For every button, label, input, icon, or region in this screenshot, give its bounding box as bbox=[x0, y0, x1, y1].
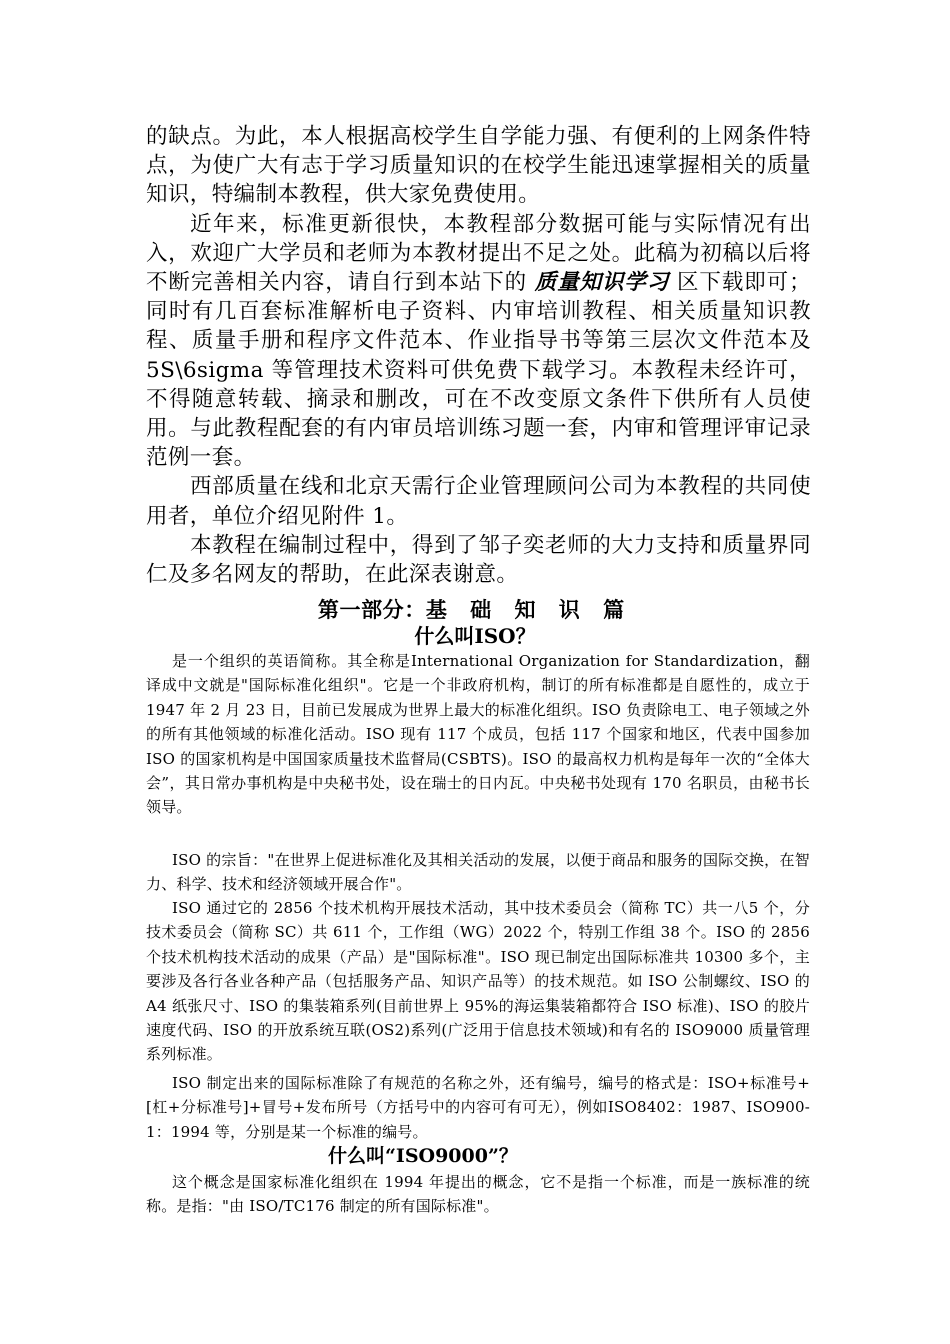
section-heading-iso: 什么叫ISO？ bbox=[414, 624, 536, 648]
preface-paragraph-1: 的缺点。为此，本人根据高校学生自学能力强、有便利的上网条件特点，为使广大有志于学习质量知识的在校学生能迅速掌握相关的质量知识，特编制本教程，供大家免费使用。 bbox=[146, 124, 811, 208]
part-heading-name: 基 础 知 识 篇 bbox=[425, 597, 633, 622]
iso-paragraph-3: ISO 通过它的 2856 个技术机构开展技术活动，其中技术委员会（简称 TC）共一八5 个，分技术委员会（简称 SC）共 611 个，工作组（WG）2022 个，特别工作组 38 个。ISO 的 2856 个技术机构技术活动的成果（产品）是"国际标准"。ISO 现已制定出国际标准共 10300 多个，主要涉及各行各业各种产品（包括服务产品、知识产品等）的技术规范。如 ISO 公制螺纹、ISO 的 A4 纸张尺寸、ISO 的集装箱系列(目前世界上 95%的海运集装箱都符合 ISO 标准)、ISO 的胶片速度代码、ISO 的开放系统互联(OS2)系列(广泛用于信息技术领域)和有名的 ISO9000 质量管理系列标准。 bbox=[146, 899, 810, 1064]
preface-paragraph-2-text-before: 近年来，标准更新很快，本教程部分数据可能与实际情况有出入，欢迎广大学员和老师为本教材提出不足之处。此稿为初稿以后将不断完善相关内容，请自行到本站下的 bbox=[146, 211, 811, 296]
preface-section bbox=[146, 122, 811, 589]
iso-paragraph-1-block bbox=[146, 649, 810, 820]
preface-paragraph-4: 本教程在编制过程中，得到了邹子奕老师的大力支持和质量界同仁及多名网友的帮助，在此深表谢意。 bbox=[146, 532, 811, 588]
iso-paragraph-2: ISO 的宗旨："在世界上促进标准化及其相关活动的发展，以便于商品和服务的国际交换，在智力、科学、技术和经济领域开展合作"。 bbox=[146, 851, 810, 894]
iso-paragraph-2-block bbox=[146, 848, 810, 897]
iso9000-paragraph-1: 这个概念是国家标准化组织在 1994 年提出的概念，它不是指一个标准，而是一族标准的统称。是指："由 ISO/TC176 制定的所有国际标准"。 bbox=[146, 1173, 810, 1216]
site-section-name: 质量知识学习 bbox=[534, 270, 670, 296]
part-heading bbox=[0, 596, 950, 624]
iso-paragraph-4: ISO 制定出来的国际标准除了有规范的名称之外，还有编号，编号的格式是：ISO+标准号+[杠+分标准号]+冒号+发布所号（方括号中的内容可有可无），例如ISO8402：1987、ISO900-1：1994 等，分别是某一个标准的编号。 bbox=[146, 1074, 810, 1141]
section-heading-iso9000: 什么叫“ISO9000”？ bbox=[328, 1145, 518, 1167]
iso-paragraph-1: 是一个组织的英语简称。其全称是International Organization for Standardization，翻译成中文就是"国际标准化组织"。它是一个非政府机构，制订的所有标准都是自愿性的，成立于 1947 年 2 月 23 日，目前已发展成为世界上最大的标准化组织。ISO 负责除电工、电子领域之外的所有其他领域的标准化活动。ISO 现有 117 个成员，包括 117 个国家和地区，代表中国参加 ISO 的国家机构是中国国家质量技术监督局(CSBTS)。ISO 的最高权力机构是每年一次的“全体大会”，其日常办事机构是中央秘书处，设在瑞士的日内瓦。中央秘书处现有 170 名职员，由秘书长领导。 bbox=[146, 652, 810, 817]
iso-paragraph-4-block bbox=[146, 1071, 810, 1144]
preface-paragraph-2-text-after: 区下载即可；同时有几百套标准解析电子资料、内审培训教程、相关质量知识教程、质量手册和程序文件范本、作业指导书等第三层次文件范本及 5S\6sigma 等管理技术资料可供免费下载学习。本教程未经许可，不得随意转载、摘录和删改，可在不改变原文条件下供所有人员使用。与此教程配套的有内审员培训练习题一套，内审和管理评审记录范例一套。 bbox=[146, 270, 811, 471]
part-heading-prefix: 第一部分： bbox=[317, 597, 426, 622]
iso9000-paragraph-1-block bbox=[146, 1170, 810, 1219]
preface-paragraph-3: 西部质量在线和北京天需行企业管理顾问公司为本教程的共同使用者，单位介绍见附件 1。 bbox=[146, 474, 811, 529]
iso-paragraph-3-block bbox=[146, 896, 810, 1067]
preface-paragraph-2 bbox=[146, 210, 811, 473]
